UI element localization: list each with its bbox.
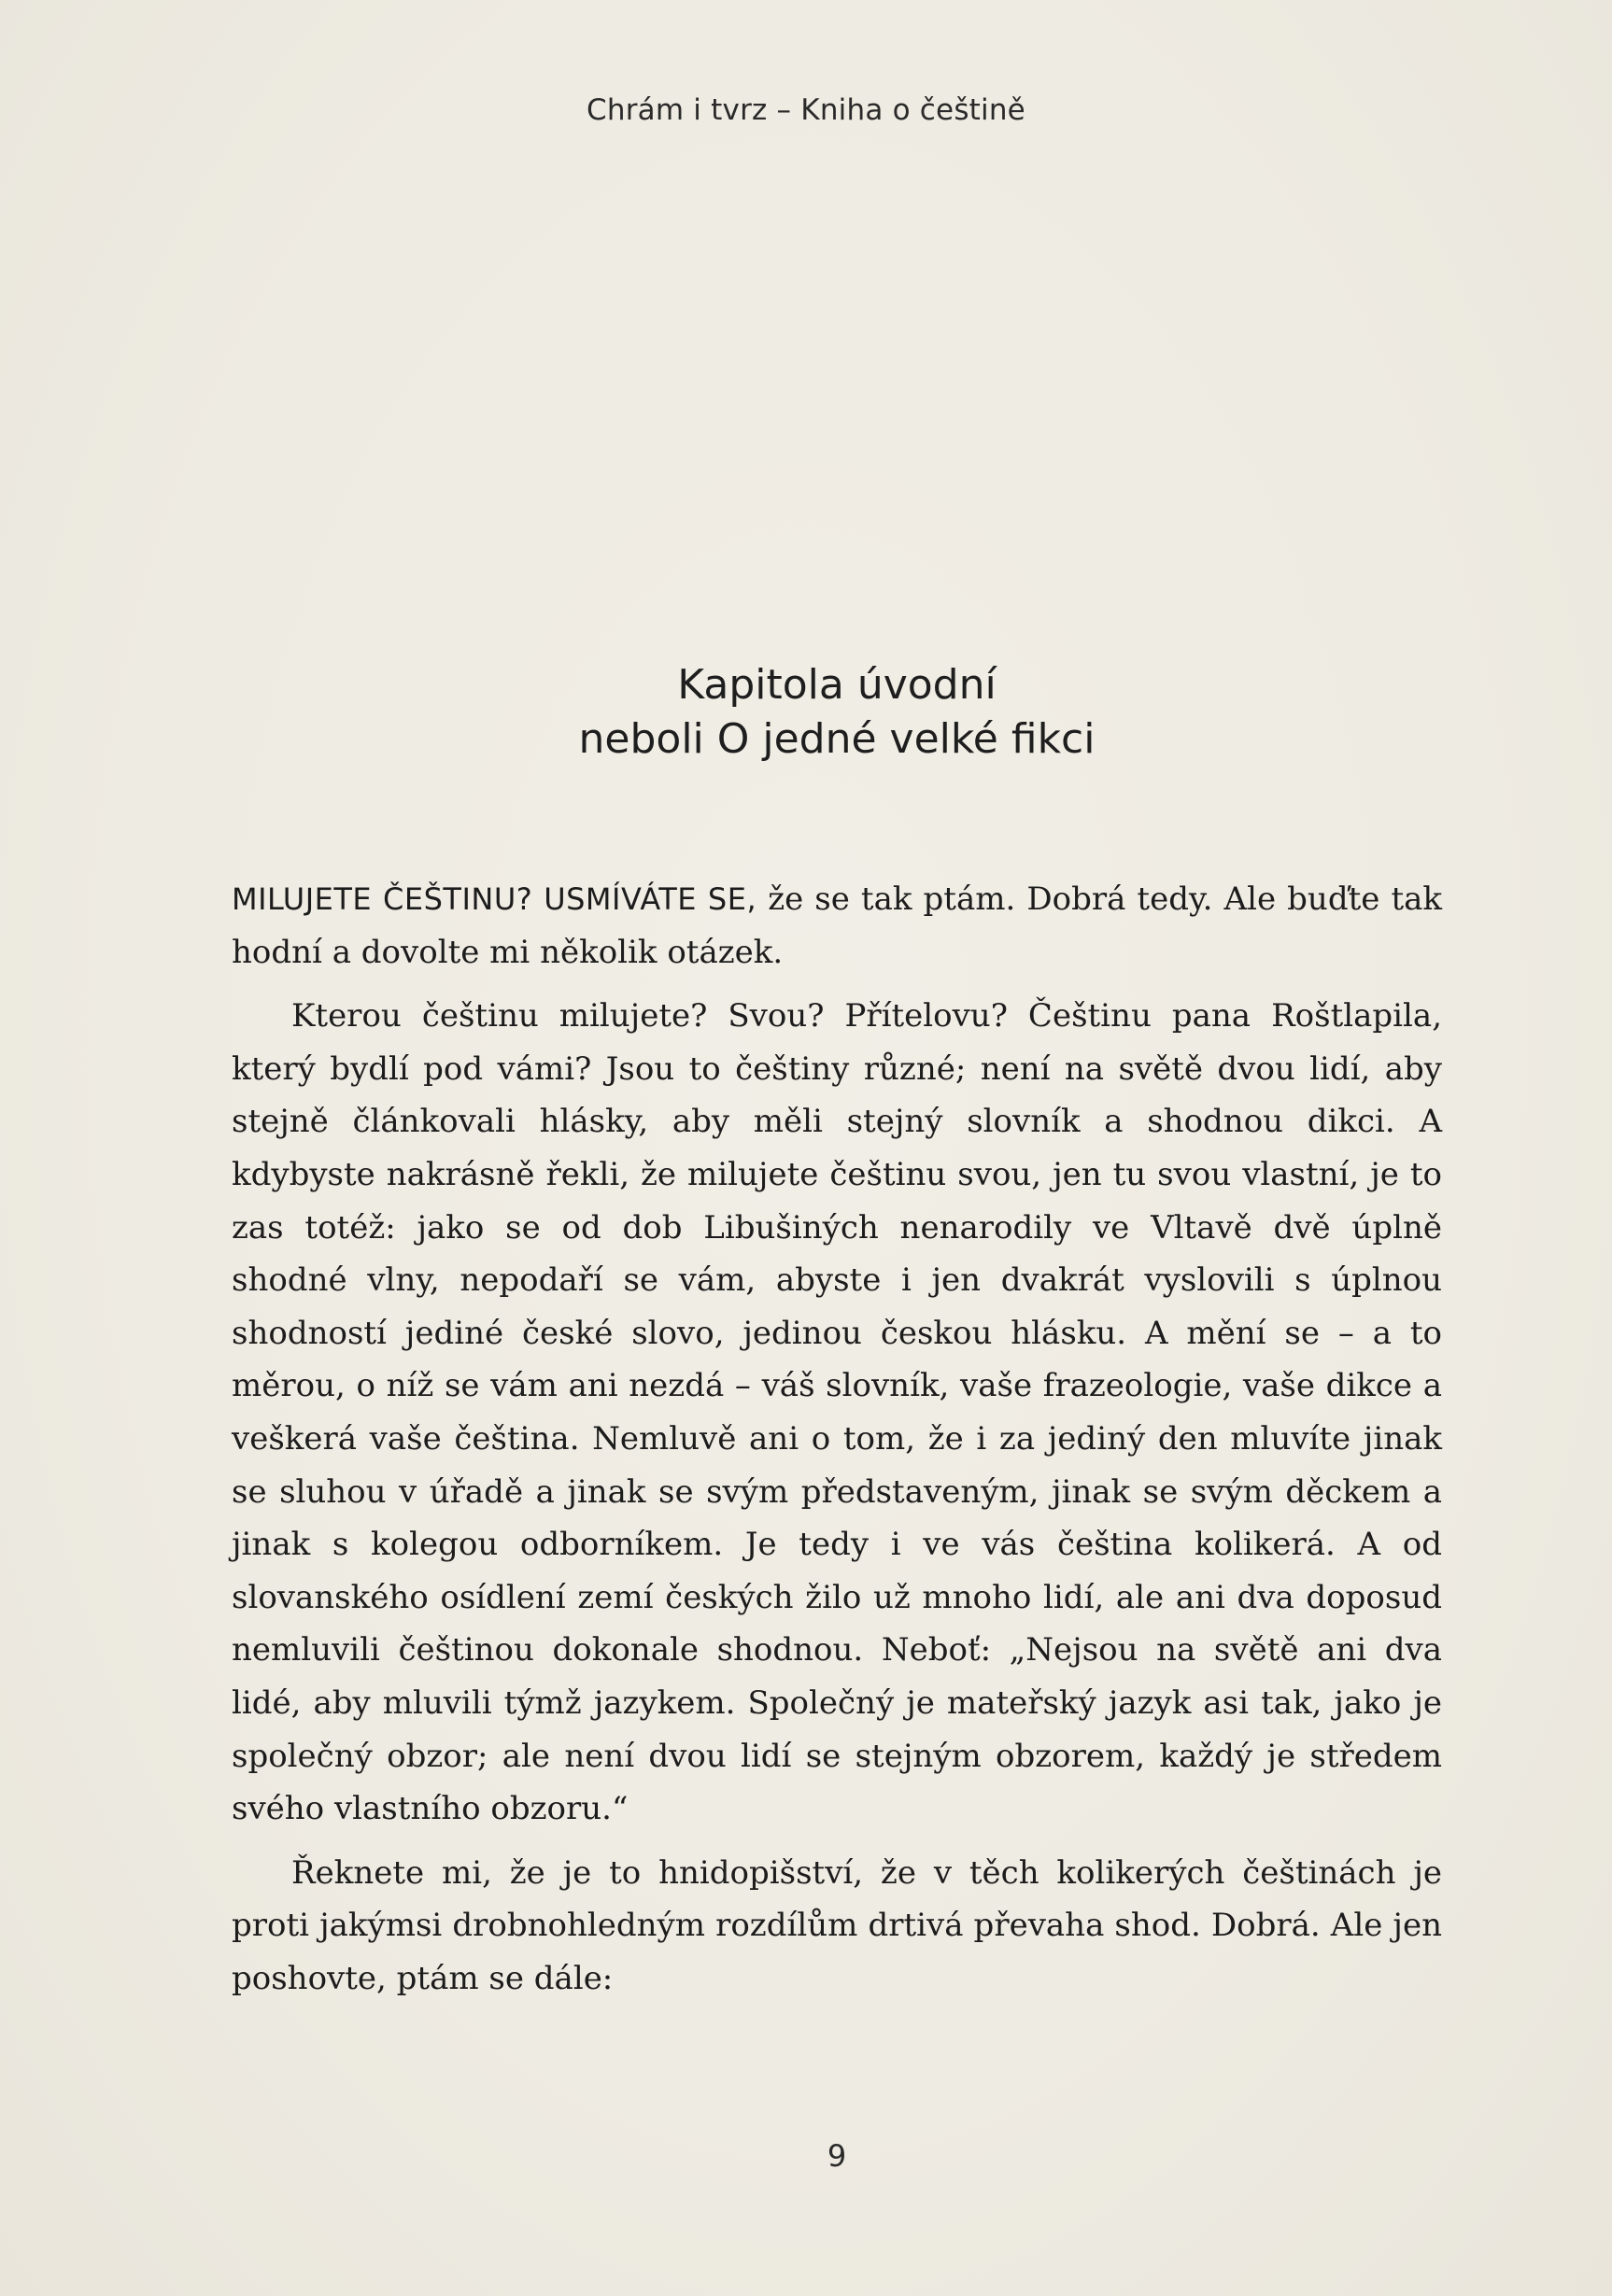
body-text xyxy=(232,873,1442,2005)
chapter-title xyxy=(0,658,1612,767)
chapter-title-line-1: Kapitola úvodní xyxy=(677,661,997,709)
page-number: 9 xyxy=(827,2138,847,2174)
paragraph-1-lead: MILUJETE ČEŠTINU? USMÍVÁTE SE, xyxy=(232,881,757,917)
paragraph-3: Řeknete mi, že je to hnidopišství, že v těch kolikerých češtinách je proti jakýmsi drobnohledným rozdílům drtivá převaha shod. Dobrá. Ale jen poshovte, ptám se dále: xyxy=(232,1853,1442,1997)
paragraph-1-text: že se tak ptám. Dobrá tedy. Ale buďte tak hodní a dovolte mi několik otázek. xyxy=(232,880,1442,971)
chapter-title-line-2: neboli O jedné velké fikci xyxy=(578,715,1096,763)
paragraph-1 xyxy=(232,873,1442,979)
running-head: Chrám i tvrz – Kniha o češtině xyxy=(587,93,1025,127)
paragraph-2: Kterou češtinu milujete? Svou? Přítelovu? Češtinu pana Roštlapila, který bydlí pod vámi? Jsou to češtiny různé; není na světě dvou lidí, aby stejně článkovali hlásky, aby měli stejný slovník a shodnou dikci. A kdybyste nakrásně řekli, že milujete češtinu svou, jen tu svou vlastní, je to zas totéž: jako se od dob Libušiných nenarodily ve Vltavě dvě úplně shodné vlny, nepodaří se vám, abyste i jen dvakrát vyslovili s úplnou shodností jediné české slovo, jedinou českou hlásku. A mění se – a to měrou, o níž se vám ani nezdá – váš slovník, vaše frazeologie, vaše dikce a veškerá vaše čeština. Nemluvě ani o tom, že i za jediný den mluvíte jinak se sluhou v úřadě a jinak se svým představeným, jinak se svým děckem a jinak s kolegou odborníkem. Je tedy i ve vás čeština kolikerá. A od slovanského osídlení zemí českých žilo už mnoho lidí, ale ani dva doposud nemluvili češtinou dokonale shodnou. Neboť: „Nejsou na světě ani dva lidé, aby mluvili týmž jazykem. Společný je mateřský jazyk asi tak, jako je společný obzor; ale není dvou lidí se stejným obzorem, každý je středem svého vlastního obzoru.“ xyxy=(232,997,1442,1828)
